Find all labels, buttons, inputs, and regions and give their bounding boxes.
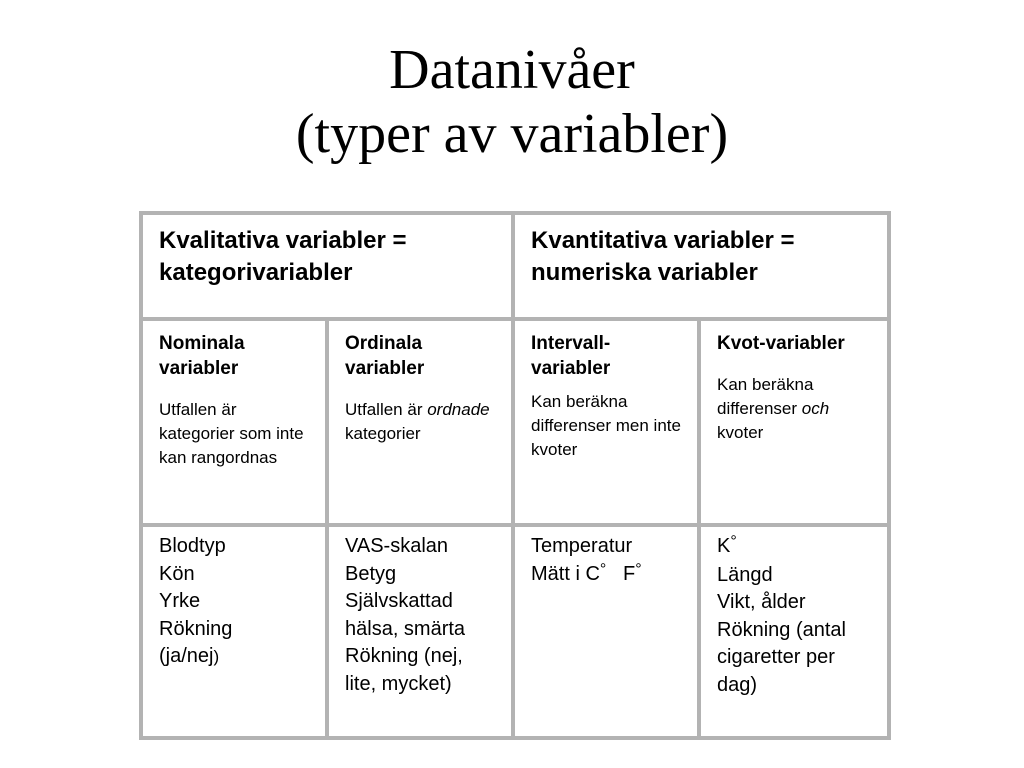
- example-item: Blodtyp: [159, 535, 226, 557]
- example-item: Vikt, ålder: [717, 591, 806, 613]
- example-item: hälsa, smärta: [345, 617, 466, 640]
- ratio-desc: [717, 373, 873, 445]
- data-levels-table: [139, 211, 891, 740]
- unit-fahrenheit-label: F: [623, 562, 636, 585]
- example-item-part: (ja/nej: [159, 645, 214, 667]
- example-item: Längd: [717, 563, 773, 586]
- example-item-last: [159, 643, 311, 671]
- example-item: Yrke: [159, 590, 201, 612]
- interval-name: Intervall-variabler: [531, 333, 611, 379]
- title-line-1: Datanivåer: [389, 39, 635, 101]
- ratio-name: Kvot-variabler: [717, 333, 845, 354]
- examples-ordinal: [327, 525, 513, 738]
- slide-title: [0, 38, 1024, 166]
- example-item: dag): [717, 673, 758, 696]
- unit-celsius-label: Mätt i C: [531, 562, 600, 585]
- example-item: Betyg: [345, 562, 397, 585]
- examples-interval: [513, 525, 699, 738]
- ordinal-desc-after: kategorier: [345, 424, 421, 443]
- examples-nominal: [141, 525, 327, 738]
- example-item: Kön: [159, 562, 195, 585]
- header-row: [141, 213, 889, 319]
- interval-desc: Kan beräkna differenser men inte kvoter: [531, 392, 681, 459]
- example-item-kelvin: [717, 533, 873, 562]
- nominal-name: Nominala variabler: [159, 333, 245, 379]
- ratio-desc-em: och: [801, 399, 830, 418]
- ordinal-name: Ordinala variabler: [345, 333, 425, 379]
- example-item-temperature-units: [531, 561, 683, 590]
- ratio-desc-before: Kan beräkna differenser: [717, 375, 814, 418]
- example-row: [141, 525, 889, 738]
- ordinal-desc-em: ordnade: [427, 400, 490, 419]
- nominal-desc: Utfallen är kategorier som inte kan rangordnas: [159, 400, 304, 467]
- cell-ratio: [699, 319, 889, 525]
- ratio-desc-after: kvoter: [717, 423, 764, 442]
- degree-symbol: °: [730, 533, 737, 550]
- unit-kelvin-label: K: [717, 535, 731, 557]
- cell-ordinal: [327, 319, 513, 525]
- example-item: Rökning: [159, 617, 233, 640]
- header-quantitative: Kvantitativa variabler = numeriska variabler: [513, 213, 889, 319]
- type-row: [141, 319, 889, 525]
- degree-symbol: °: [599, 560, 607, 578]
- example-item-part: ): [213, 647, 220, 666]
- title-line-2: (typer av variabler): [295, 103, 729, 165]
- example-item: lite, mycket): [345, 672, 452, 695]
- cell-interval: [513, 319, 699, 525]
- example-item: cigaretter per: [717, 646, 835, 668]
- cell-nominal: [141, 319, 327, 525]
- example-item: VAS-skalan: [345, 535, 449, 557]
- example-item: Temperatur: [531, 535, 633, 557]
- ordinal-desc: [345, 398, 497, 446]
- example-item: Självskattad: [345, 590, 453, 612]
- example-item: Rökning (nej,: [345, 645, 463, 667]
- header-qualitative: Kvalitativa variabler = kategorivariabler: [141, 213, 513, 319]
- degree-symbol: °: [635, 560, 642, 578]
- ordinal-desc-before: Utfallen är: [345, 400, 423, 419]
- example-item: Rökning (antal: [717, 618, 846, 641]
- examples-ratio: [699, 525, 889, 738]
